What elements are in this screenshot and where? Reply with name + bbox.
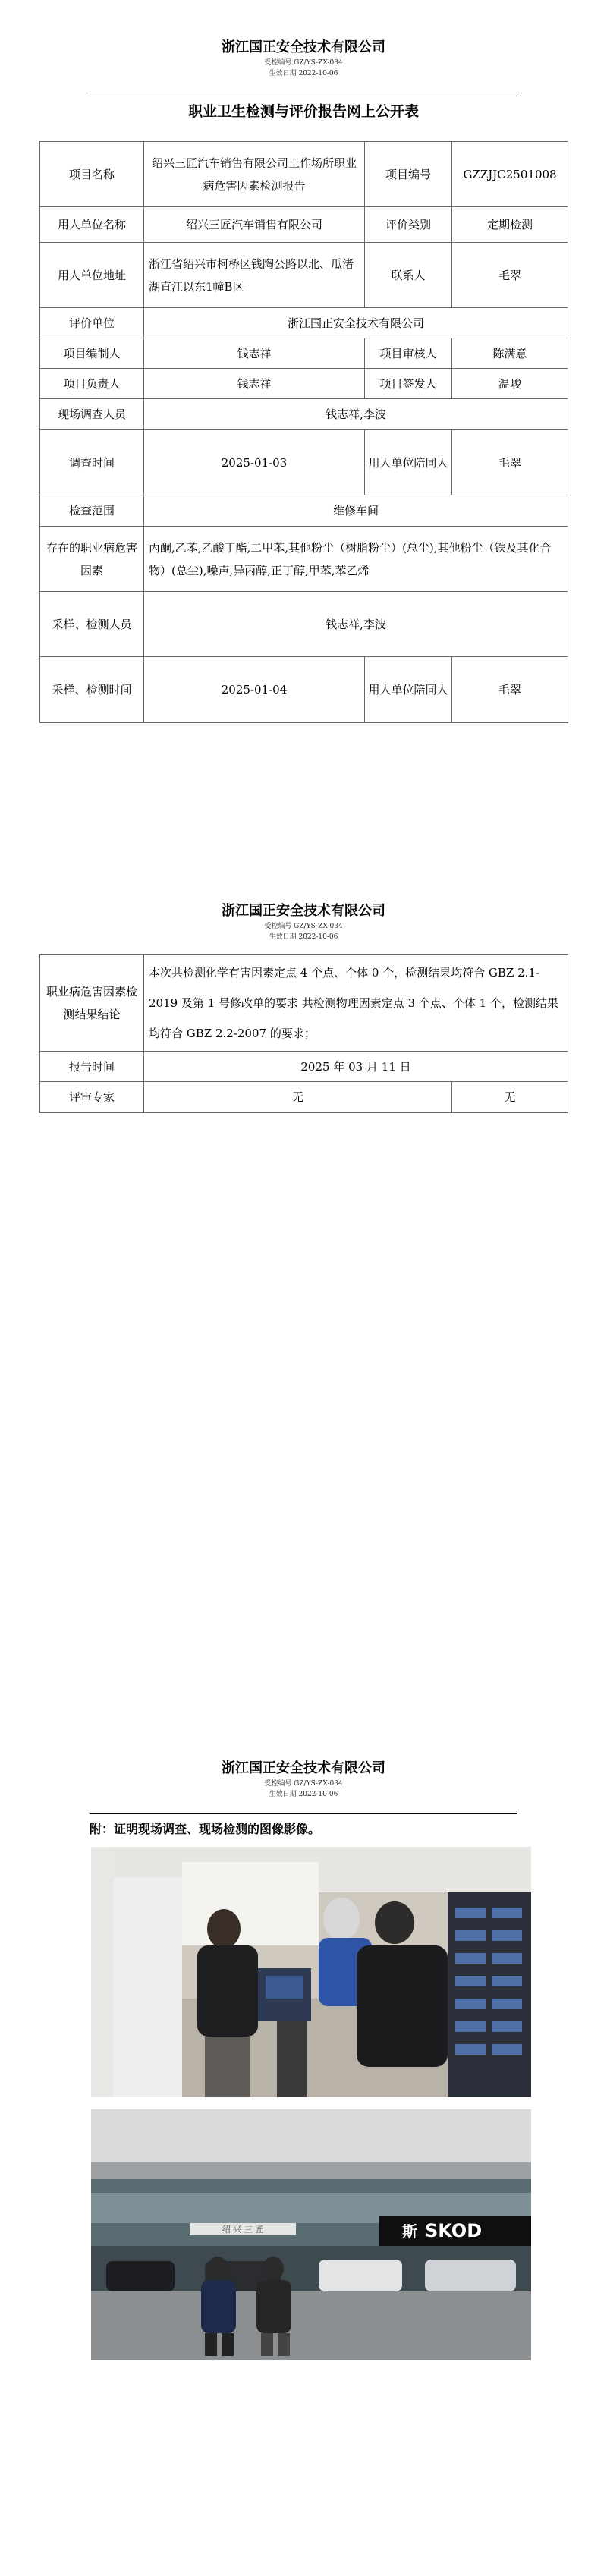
brand-sign: SKOD <box>425 2220 483 2241</box>
page2-header <box>0 901 607 942</box>
sampling-accompany-label: 用人单位陪同人 <box>365 657 452 723</box>
site-inspection-photo <box>91 1847 531 2097</box>
table-row <box>40 399 568 430</box>
report-title: 职业卫生检测与评价报告网上公开表 <box>187 103 419 120</box>
company-name: 浙江国正安全技术有限公司 <box>222 1760 385 1776</box>
project-no: GZZJJC2501008 <box>452 142 568 207</box>
table-row <box>40 142 568 207</box>
doc-number: 受控编号 GZ/YS-ZX-034 <box>264 1780 343 1788</box>
table-row <box>40 495 568 527</box>
project-no-label: 项目编号 <box>365 142 452 207</box>
doc-number: 受控编号 GZ/YS-ZX-034 <box>264 59 343 67</box>
scope: 维修车间 <box>144 495 568 527</box>
attachment-title: 附：证明现场调查、现场检测的图像影像。 <box>90 1822 321 1836</box>
employer-name: 绍兴三匠汽车销售有限公司 <box>144 207 365 243</box>
report-time-label: 报告时间 <box>40 1052 144 1082</box>
table-row <box>40 1052 568 1082</box>
disclosure-table <box>39 141 568 723</box>
sampling-accompany: 毛翠 <box>452 657 568 723</box>
table-row <box>40 527 568 592</box>
leader-label: 项目负责人 <box>40 369 144 399</box>
table-row <box>40 430 568 495</box>
sampling-time: 2025-01-04 <box>144 657 365 723</box>
table-row <box>40 308 568 338</box>
report-time: 2025 年 03 月 11 日 <box>144 1052 568 1082</box>
eval-type-label: 评价类别 <box>365 207 452 243</box>
storefront-sign: 绍 兴 三 匠 <box>222 2225 264 2235</box>
contact-label: 联系人 <box>365 243 452 308</box>
table-row <box>40 369 568 399</box>
surveyor-label: 现场调查人员 <box>40 399 144 430</box>
header-rule <box>90 1813 517 1814</box>
table-row <box>40 338 568 369</box>
employer-address-label: 用人单位地址 <box>40 243 144 308</box>
contact: 毛翠 <box>452 243 568 308</box>
result-table <box>39 954 568 1113</box>
storefront-photo <box>91 2109 531 2360</box>
leader: 钱志祥 <box>144 369 365 399</box>
table-row <box>40 955 568 1052</box>
survey-time-label: 调查时间 <box>40 430 144 495</box>
result-label: 职业病危害因素检测结果结论 <box>40 955 144 1052</box>
sampler-label: 采样、检测人员 <box>40 592 144 657</box>
eval-org-label: 评价单位 <box>40 308 144 338</box>
table-row <box>40 592 568 657</box>
expert-extra: 无 <box>452 1082 568 1113</box>
scope-label: 检查范围 <box>40 495 144 527</box>
surveyors: 钱志祥,李波 <box>144 399 568 430</box>
project-name-label: 项目名称 <box>40 142 144 207</box>
page3-header <box>0 1759 607 1800</box>
reviewer-label: 项目审核人 <box>365 338 452 369</box>
table-row <box>40 243 568 308</box>
brand-sign-cn: 斯 <box>402 2222 417 2241</box>
compiler-label: 项目编制人 <box>40 338 144 369</box>
page1-header <box>0 38 607 79</box>
eval-type: 定期检测 <box>452 207 568 243</box>
survey-accompany-label: 用人单位陪同人 <box>365 430 452 495</box>
doc-number: 受控编号 GZ/YS-ZX-034 <box>264 923 343 930</box>
expert-value: 无 <box>144 1082 452 1113</box>
table-row <box>40 657 568 723</box>
issuer: 温峻 <box>452 369 568 399</box>
eval-org: 浙江国正安全技术有限公司 <box>144 308 568 338</box>
reviewer: 陈满意 <box>452 338 568 369</box>
employer-address: 浙江省绍兴市柯桥区钱陶公路以北、瓜渚湖直江以东1幢B区 <box>144 243 365 308</box>
effective-date: 生效日期 2022-10-06 <box>269 933 338 941</box>
survey-time: 2025-01-03 <box>144 430 365 495</box>
effective-date: 生效日期 2022-10-06 <box>269 70 338 77</box>
employer-name-label: 用人单位名称 <box>40 207 144 243</box>
project-name: 绍兴三匠汽车销售有限公司工作场所职业病危害因素检测报告 <box>144 142 365 207</box>
survey-accompany: 毛翠 <box>452 430 568 495</box>
company-name: 浙江国正安全技术有限公司 <box>222 39 385 55</box>
samplers: 钱志祥,李波 <box>144 592 568 657</box>
issuer-label: 项目签发人 <box>365 369 452 399</box>
result-conclusion: 本次共检测化学有害因素定点 4 个点、个体 0 个，检测结果均符合 GBZ 2.1-2019 及第 1 号修改单的要求 共检测物理因素定点 3 个点、个体 1 个，检测结果均符合 GBZ 2.2-2007 的要求； <box>144 955 568 1052</box>
expert-label: 评审专家 <box>40 1082 144 1113</box>
compiler: 钱志祥 <box>144 338 365 369</box>
sampling-time-label: 采样、检测时间 <box>40 657 144 723</box>
hazards: 丙酮,乙苯,乙酸丁酯,二甲苯,其他粉尘（树脂粉尘）(总尘),其他粉尘（铁及其化合物）(总尘),噪声,异丙醇,正丁醇,甲苯,苯乙烯 <box>144 527 568 592</box>
hazards-label: 存在的职业病危害因素 <box>40 527 144 592</box>
company-name: 浙江国正安全技术有限公司 <box>222 903 385 919</box>
table-row <box>40 1082 568 1113</box>
effective-date: 生效日期 2022-10-06 <box>269 1791 338 1798</box>
table-row <box>40 207 568 243</box>
